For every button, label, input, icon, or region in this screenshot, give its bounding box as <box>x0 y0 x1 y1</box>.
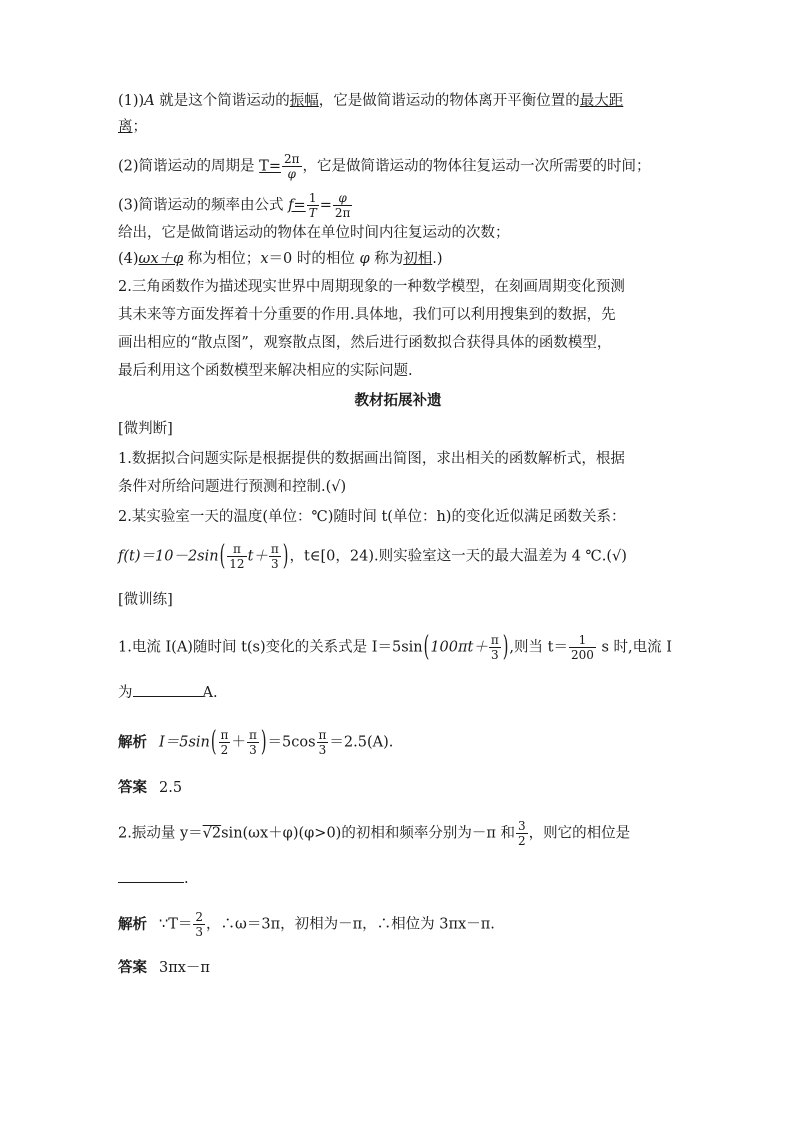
text: ＝2.5(A). <box>329 734 394 751</box>
answer-value: 3πx－π <box>159 960 210 976</box>
text: 为 <box>118 685 133 701</box>
denominator: 2π <box>334 206 351 220</box>
numerator: π <box>248 728 257 742</box>
text: 2.振动量 y＝ <box>118 825 203 842</box>
fraction-1-over-T <box>307 191 319 220</box>
numerator: 1 <box>569 633 596 648</box>
text: 100πt＋ <box>430 639 488 656</box>
text: A. <box>202 685 218 701</box>
text: s 时,电流 I <box>596 639 672 656</box>
train-q2-line-2 <box>118 866 678 892</box>
denominator: 2 <box>517 834 526 848</box>
judge-q1-line-1: 1.数据拟合问题实际是根据提供的数据画出简图，求出相关的函数解析式，根据 <box>118 451 625 467</box>
text: 就是这个简谐运动的 <box>154 93 290 109</box>
period-fraction <box>282 152 302 181</box>
text: ＝0 时的相位 <box>268 251 360 267</box>
fraction-pi-2 <box>219 728 231 757</box>
fraction-3-2 <box>516 819 528 848</box>
denominator: 200 <box>570 648 594 662</box>
train-q1-solution <box>118 728 678 757</box>
text: .) <box>432 251 443 267</box>
denominator: T <box>308 206 317 220</box>
train-q1-answer <box>118 775 678 801</box>
paragraph-2-line-4: 最后利用这个函数模型来解决相应的实际问题. <box>118 363 413 379</box>
judge-q2-line-1: 2.某实验室一天的温度(单位：℃)随时间 t(单位：h)的变化近似满足函数关系： <box>118 509 626 525</box>
denominator: 3 <box>318 743 327 757</box>
text: ∵T＝ <box>159 916 193 933</box>
answer-blank[interactable] <box>133 682 203 697</box>
text: ，它是做简谐运动的物体离开平衡位置的 <box>318 93 580 109</box>
answer-max-distance: 最大距 <box>579 93 624 109</box>
period-formula: T= <box>259 158 281 175</box>
text: ，它是做简谐运动的物体往复运动一次所需要的时间； <box>302 158 651 175</box>
paragraph-2-line-1: 2.三角函数作为描述现实世界中周期现象的一种数学模型，在刻画周期变化预测 <box>118 279 625 295</box>
fraction-2-3 <box>193 910 205 939</box>
item-4 <box>118 246 678 272</box>
denominator: 3 <box>490 648 499 662</box>
paragraph-2-line-2: 其未来等方面发挥着十分重要的作用.具体地，我们可以利用搜集到的数据，先 <box>118 307 616 323</box>
fraction-pi-12 <box>227 542 246 571</box>
answer-initial-phase: 初相 <box>403 251 433 267</box>
denominator: φ <box>287 167 296 181</box>
item-1 <box>118 88 678 114</box>
var-x: x <box>260 251 269 267</box>
heading-micro-train: [微训练] <box>118 592 173 608</box>
denominator: 2 <box>220 743 229 757</box>
text: I＝5sin <box>159 734 210 751</box>
phase-expression: ωx＋φ <box>138 251 184 267</box>
text: 1.电流 I(A)随时间 t(s)变化的关系式是 I＝5sin <box>118 639 423 656</box>
text: 称为 <box>369 251 404 267</box>
numerator: 2π <box>283 152 300 166</box>
item-1-number: (1)) <box>118 93 145 109</box>
frequency-formula: f= <box>288 197 306 214</box>
answer-label: 答案 <box>118 960 147 976</box>
numerator: 3 <box>517 819 526 833</box>
judge-q1-line-2: 条件对所给问题进行预测和控制.(√) <box>118 479 347 495</box>
formula-mid: t＋ <box>247 548 268 565</box>
fraction-pi-3 <box>269 542 281 571</box>
answer-max-distance-end: 离 <box>118 119 133 135</box>
paragraph-2-line-3: 画出相应的“散点图”，观察散点图，然后进行函数拟合获得具体的函数模型， <box>118 335 612 351</box>
section-title: 教材拓展补遗 <box>354 393 442 409</box>
text: ； <box>132 119 147 135</box>
heading-micro-judge: [微判断] <box>118 421 173 437</box>
text: ＝5cos <box>267 734 316 751</box>
train-q1 <box>118 633 678 662</box>
numerator: 2 <box>195 910 204 924</box>
numerator: φ <box>333 191 353 206</box>
document-page <box>118 88 678 976</box>
solution-label: 解析 <box>118 734 147 751</box>
train-q1-line-2 <box>118 680 678 706</box>
text: (2)简谐运动的周期是 <box>118 158 260 175</box>
numerator: 1 <box>307 191 319 206</box>
right-paren: ) <box>260 727 267 758</box>
numerator: π <box>490 633 499 647</box>
fraction-phi-over-2pi <box>333 191 353 220</box>
text: sin(ωx＋φ)(φ>0)的初相和频率分别为－π 和 <box>221 825 515 842</box>
equals: = <box>319 197 332 214</box>
text: ，则它的相位是 <box>528 825 631 842</box>
text: 给出，它是做简谐运动的物体在单位时间内往复运动的次数； <box>118 225 510 241</box>
right-paren: ) <box>282 541 289 572</box>
var-phi: φ <box>359 251 370 267</box>
left-paren: ( <box>423 632 430 663</box>
answer-amplitude: 振幅 <box>289 93 319 109</box>
plus: ＋ <box>231 734 246 751</box>
denominator: 3 <box>249 743 257 757</box>
text: (3)简谐运动的频率由公式 <box>118 197 289 214</box>
train-q2 <box>118 819 678 848</box>
right-paren: ) <box>502 632 509 663</box>
fraction-pi-3 <box>317 728 329 757</box>
denominator: 12 <box>229 557 245 571</box>
amplitude-symbol: A <box>144 93 155 109</box>
fraction-pi-3 <box>247 728 259 757</box>
text: ,则当 t＝ <box>509 639 568 656</box>
numerator: π <box>220 728 229 742</box>
item-3 <box>118 191 678 220</box>
numerator: π <box>318 728 327 742</box>
answer-value: 2.5 <box>159 780 183 796</box>
numerator: π <box>270 542 279 556</box>
judge-q2-formula <box>118 542 678 571</box>
formula-tail: ，t∈[0，24).则实验室这一天的最大温差为 4 ℃.(√) <box>289 548 627 565</box>
left-paren: ( <box>219 541 226 572</box>
train-q2-solution <box>118 910 678 939</box>
text: ，∴ω＝3π，初相为－π，∴相位为 3πx－π. <box>206 916 495 933</box>
train-q2-answer <box>118 955 678 981</box>
item-1-cont <box>118 114 678 140</box>
left-paren: ( <box>210 727 217 758</box>
sqrt-2: √2 <box>202 825 222 842</box>
denominator: 3 <box>271 557 279 571</box>
answer-blank[interactable] <box>118 868 184 883</box>
text: . <box>184 871 189 887</box>
item-2 <box>118 152 678 181</box>
denominator: 3 <box>195 925 204 939</box>
numerator: π <box>227 542 246 557</box>
text: 称为相位； <box>183 251 261 267</box>
item-3-cont <box>118 220 678 246</box>
formula-start: f(t)＝10－2sin <box>118 548 219 565</box>
solution-label: 解析 <box>118 916 147 933</box>
fraction-pi-3 <box>489 633 501 662</box>
fraction-1-200 <box>569 633 596 662</box>
answer-label: 答案 <box>118 780 147 796</box>
text: (4) <box>118 251 139 267</box>
